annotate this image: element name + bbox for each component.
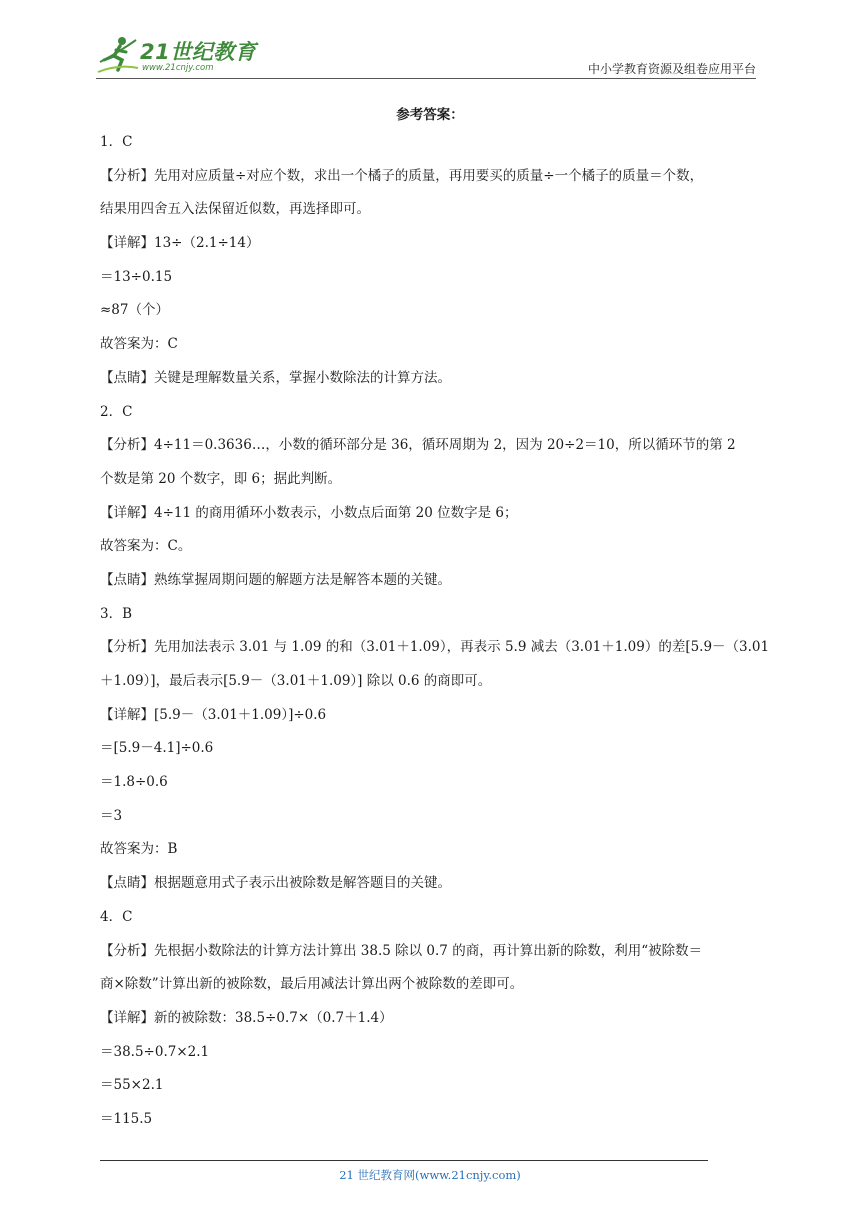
text-line: 【点睛】关键是理解数量关系，掌握小数除法的计算方法。 [100, 369, 451, 386]
platform-name: 中小学教育资源及组卷应用平台 [587, 62, 756, 76]
text-line: 【详解】13÷（2.1÷14） [100, 235, 260, 252]
text-line: ＝[5.9－4.1]÷0.6 [100, 740, 214, 757]
text-line: 4．C [100, 908, 133, 925]
site-logo[interactable] [96, 34, 266, 78]
answer-content [100, 126, 780, 1137]
footer-link[interactable]: 21 世纪教育网(www.21cnjy.com) [339, 1168, 521, 1182]
text-line: 故答案为：C。 [100, 538, 192, 555]
text-line: 个数是第 20 个数字，即 6；据此判断。 [100, 470, 342, 487]
footer-divider [100, 1160, 708, 1161]
runner-logo-icon [96, 34, 140, 76]
text-line: 【详解】新的被除数：38.5÷0.7×（0.7＋1.4） [100, 1009, 393, 1026]
text-line: ＝1.8÷0.6 [100, 774, 168, 791]
logo-text: 21世纪教育 [140, 40, 257, 64]
text-line: ＝38.5÷0.7×2.1 [100, 1043, 210, 1060]
text-line: 【详解】[5.9－（3.01＋1.09）]÷0.6 [100, 706, 327, 723]
text-line: ＝115.5 [100, 1110, 153, 1127]
text-line: 1．C [100, 134, 133, 150]
text-line: 【点睛】根据题意用式子表示出被除数是解答题目的关键。 [100, 875, 451, 892]
text-line: 3．B [100, 605, 133, 622]
page-header [0, 0, 860, 82]
text-line: 【分析】4÷11＝0.3636…，小数的循环部分是 36，循环周期为 2，因为 20÷2＝10，所以循环节的第 2 [100, 437, 736, 454]
page-title: 参考答案： [396, 107, 464, 123]
text-line: ≈87（个） [100, 302, 169, 319]
text-line: ＝3 [100, 807, 123, 824]
text-line: 2．C [100, 403, 133, 420]
text-line: ＝55×2.1 [100, 1077, 164, 1094]
logo-url: www.21cnjy.com [142, 63, 214, 73]
text-line: 【分析】先用对应质量÷对应个数，求出一个橘子的质量，再用要买的质量÷一个橘子的质量＝个数， [100, 167, 704, 184]
header-divider [96, 78, 756, 79]
text-line: 故答案为：B [100, 841, 178, 858]
text-line: 故答案为：C [100, 336, 178, 353]
text-line: 【分析】先用加法表示 3.01 与 1.09 的和（3.01＋1.09），再表示 5.9 减去（3.01＋1.09）的差[5.9－（3.01 [100, 639, 770, 656]
text-line: ＝13÷0.15 [100, 268, 173, 285]
text-line: 【分析】先根据小数除法的计算方法计算出 38.5 除以 0.7 的商，再计算出新的除数，利用“被除数＝ [100, 942, 703, 959]
text-line: ＋1.09）]，最后表示[5.9－（3.01＋1.09）] 除以 0.6 的商即可。 [100, 673, 492, 689]
text-line: 【详解】4÷11 的商用循环小数表示，小数点后面第 20 位数字是 6； [100, 504, 518, 521]
text-line: 商×除数”计算出新的被除数，最后用减法计算出两个被除数的差即可。 [100, 976, 524, 993]
text-line: 结果用四舍五入法保留近似数，再选择即可。 [100, 201, 370, 218]
text-line: 【点睛】熟练掌握周期问题的解题方法是解答本题的关键。 [100, 571, 451, 588]
